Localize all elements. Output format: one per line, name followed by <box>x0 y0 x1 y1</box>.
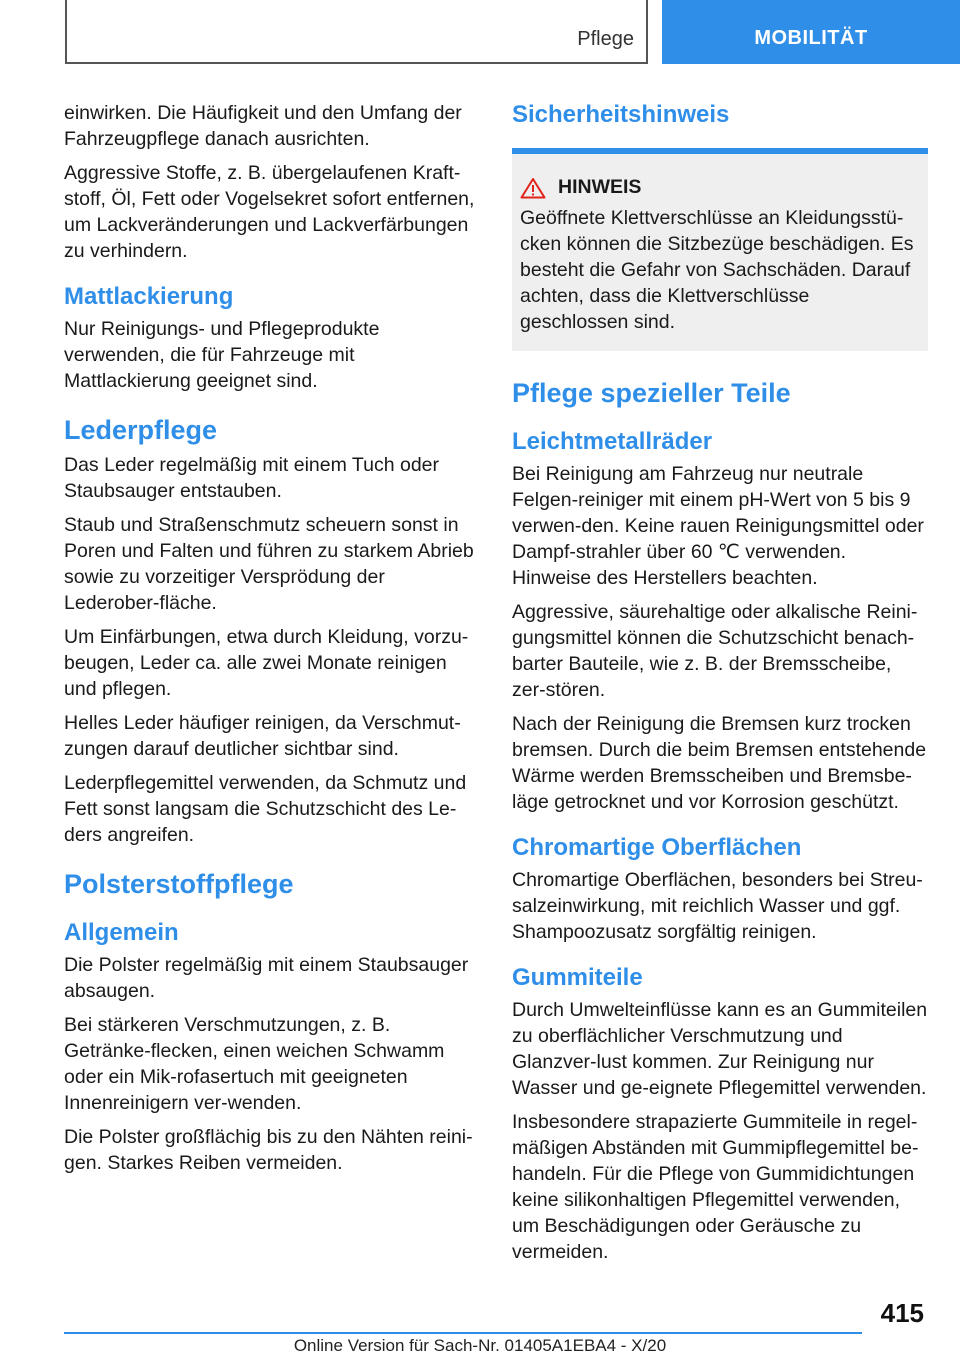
paragraph: Insbesondere strapazierte Gummiteile in regel-mäßigen Abständen mit Gummipflegemittel be-handeln. Für die Pflege von Gummidichtungen keine silikonhaltigen Pflegemittel verwenden, um Beschädigungen oder Geräusche zu vermeiden. <box>512 1111 919 1263</box>
paragraph: einwirken. Die Häufigkeit und den Umfang der Fahrzeugpflege danach ausrichten. <box>64 102 462 150</box>
notice-title: HINWEIS <box>558 176 642 198</box>
paragraph: Chromartige Oberflächen, besonders bei Streu-salzeinwirkung, mit reichlich Wasser und ggf. Shampoozusatz sorgfältig reinigen. <box>512 869 923 943</box>
left-column <box>64 100 480 1184</box>
heading-leichtmetallraeder: Leichtmetallräder <box>512 428 713 455</box>
page-number: 415 <box>880 1298 924 1328</box>
paragraph: Aggressive, säurehaltige oder alkalische Reini-gungsmittel können die Schutzschicht benach-barter Bauteile, wie z. B. der Bremsscheibe, zer-stören. <box>512 601 918 701</box>
heading-lederpflege: Lederpflege <box>64 415 218 445</box>
heading-gummiteile: Gummiteile <box>512 964 643 991</box>
paragraph: Das Leder regelmäßig mit einem Tuch oder Staubsauger entstauben. <box>64 454 440 502</box>
header-section-title: Pflege <box>577 28 634 50</box>
heading-chromartige-oberflaechen: Chromartige Oberflächen <box>512 834 802 861</box>
paragraph: Aggressive Stoffe, z. B. übergelaufenen Kraft-stoff, Öl, Fett oder Vogelsekret sofort entfernen, um Lackveränderungen und Lackverfärbungen zu verhindern. <box>64 162 475 262</box>
paragraph: Lederpflegemittel verwenden, da Schmutz und Fett sonst langsam die Schutzschicht des Le-ders angreifen. <box>64 772 467 846</box>
heading-pflege-spezieller-teile: Pflege spezieller Teile <box>512 378 791 408</box>
paragraph: Bei Reinigung am Fahrzeug nur neutrale Felgen-reiniger mit einem pH-Wert von 5 bis 9 verwen-den. Keine rauen Reinigungsmittel oder Dampf-strahler über 60 ℃ verwenden. Hinweise des Herstellers beachten. <box>512 463 924 589</box>
heading-mattlackierung: Mattlackierung <box>64 283 234 310</box>
notice-box <box>512 148 928 351</box>
paragraph: Die Polster großflächig bis zu den Nähten reini-gen. Starkes Reiben vermeiden. <box>64 1126 473 1174</box>
paragraph: Um Einfärbungen, etwa durch Kleidung, vorzu-beugen, Leder ca. alle zwei Monate reinigen und pflegen. <box>64 626 469 700</box>
footer-divider <box>64 1332 862 1334</box>
notice-text: Geöffnete Klettverschlüsse an Kleidungsstü-cken können die Sitzbezüge beschädigen. Es besteht die Gefahr von Sachschäden. Darauf achten, dass die Klettverschlüsse geschlossen sind. <box>520 207 914 333</box>
header-chapter-tab[interactable]: MOBILITÄT <box>662 0 960 64</box>
heading-sicherheitshinweis: Sicherheitshinweis <box>512 101 730 128</box>
paragraph: Nur Reinigungs- und Pflegeprodukte verwenden, die für Fahrzeuge mit Mattlackierung geeignet sind. <box>64 318 380 392</box>
notice-header <box>520 176 918 199</box>
footer-online-version[interactable]: Online Version für Sach-Nr. 01405A1EBA4 - X/20 <box>293 1336 667 1355</box>
paragraph: Helles Leder häufiger reinigen, da Verschmut-zungen darauf deutlicher sichtbar sind. <box>64 712 461 760</box>
paragraph: Staub und Straßenschmutz scheuern sonst in Poren und Falten und führen zu starkem Abrieb sowie zu vorzeitiger Versprödung der Lederober-fläche. <box>64 514 474 614</box>
heading-allgemein: Allgemein <box>64 919 179 946</box>
header-section-box <box>65 0 648 64</box>
paragraph: Nach der Reinigung die Bremsen kurz trocken bremsen. Durch die beim Bremsen entstehende Wärme werden Bremsscheiben und Bremsbe-läge getrocknet und vor Korrosion geschützt. <box>512 713 927 813</box>
warning-triangle-icon <box>520 177 546 199</box>
right-column <box>512 100 928 1273</box>
paragraph: Durch Umwelteinflüsse kann es an Gummiteilen zu oberflächlicher Verschmutzung und Glanzver-lust kommen. Zur Reinigung nur Wasser und ge-eignete Pflegemittel verwenden. <box>512 999 928 1099</box>
paragraph: Die Polster regelmäßig mit einem Staubsauger absaugen. <box>64 954 469 1002</box>
heading-polsterstoffpflege: Polsterstoffpflege <box>64 869 294 899</box>
paragraph: Bei stärkeren Verschmutzungen, z. B. Getränke-flecken, einen weichen Schwamm oder ein Mik-rofasertuch mit geeigneten Innenreinigern ver-wenden. <box>64 1014 445 1114</box>
